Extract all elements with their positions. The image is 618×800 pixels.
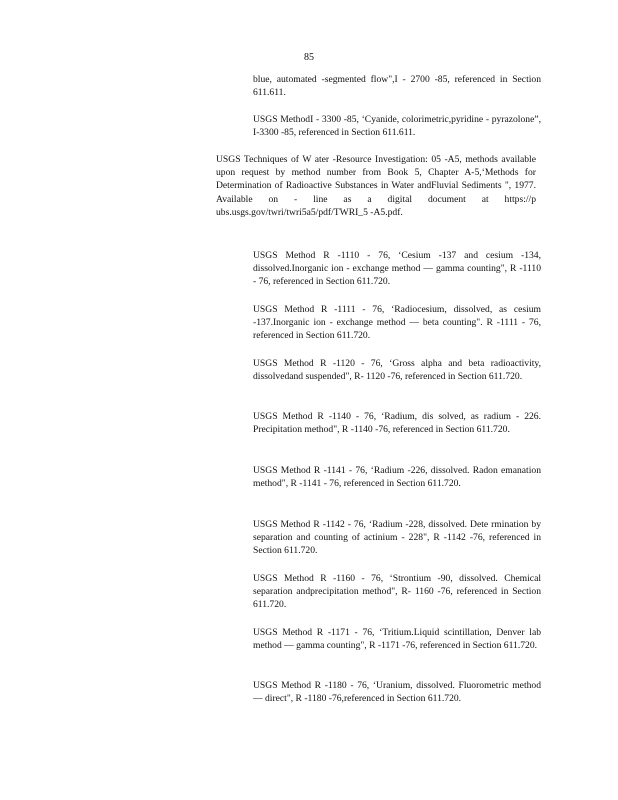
reference-entry: USGS Method R -1141 - 76, ‘Radium -226, dissolved. Radon emanation method", R -1141 - 76, referenced in Section 611.720. bbox=[253, 465, 541, 490]
reference-entry: USGS Method R -1140 - 76, ‘Radium, dis solved, as radium - 226. Precipitation method", R -1140 -76, referenced in Section 611.720. bbox=[253, 411, 541, 436]
reference-entry: USGS Method R -1160 - 76, ‘Strontium -90, dissolved. Chemical separation andprecipitation method", R- 1160 -76, referenced in Section 611.720. bbox=[253, 573, 541, 611]
reference-entry: USGS MethodI - 3300 -85, ‘Cyanide, colorimetric,pyridine - pyrazolone”, I-3300 -85, referenced in Section 611.611. bbox=[253, 114, 541, 139]
reference-entry: USGS Method R -1111 - 76, ‘Radiocesium, dissolved, as cesium -137.Inorganic ion - exchange method — beta counting". R -1111 - 76, referenced in Section 611.720. bbox=[253, 304, 541, 342]
reference-entry: USGS Method R -1171 - 76, ‘Tritium.Liquid scintillation, Denver lab method — gamma counting", R -1171 -76, referenced in Section 611.720. bbox=[253, 627, 541, 652]
reference-entry: USGS Method R -1180 - 76, ‘Uranium, dissolved. Fluorometric method — direct", R -1180 -76,referenced in Section 611.720. bbox=[253, 680, 541, 705]
page-number: 85 bbox=[304, 52, 314, 63]
reference-heading-entry: USGS Techniques of W ater -Resource Investigation: 05 -A5, methods available upon request by method number from Book 5, Chapter A-5,‘Methods for Determination of Radioactive Substances in Water andFluvial Sediments ", 1977. Available on - line as a digital document at https://p ubs.usgs.gov/twri/twri5a5/pdf/TWRI_5 -A5.pdf. bbox=[216, 154, 536, 218]
reference-entry: USGS Method R -1142 - 76, ‘Radium -228, dissolved. Dete rmination by separation and counting of actinium - 228", R -1142 -76, referenced in Section 611.720. bbox=[253, 519, 541, 557]
reference-continuation: blue, automated -segmented flow",I - 2700 -85, referenced in Section 611.611. bbox=[253, 74, 541, 99]
reference-entry: USGS Method R -1110 - 76, ‘Cesium -137 and cesium -134, dissolved.Inorganic ion - exchange method — gamma counting", R -1110 - 76, referenced in Section 611.720. bbox=[253, 250, 541, 288]
reference-entry: USGS Method R -1120 - 76, ‘Gross alpha and beta radioactivity, dissolvedand suspended", R- 1120 -76, referenced in Section 611.720. bbox=[253, 358, 541, 383]
